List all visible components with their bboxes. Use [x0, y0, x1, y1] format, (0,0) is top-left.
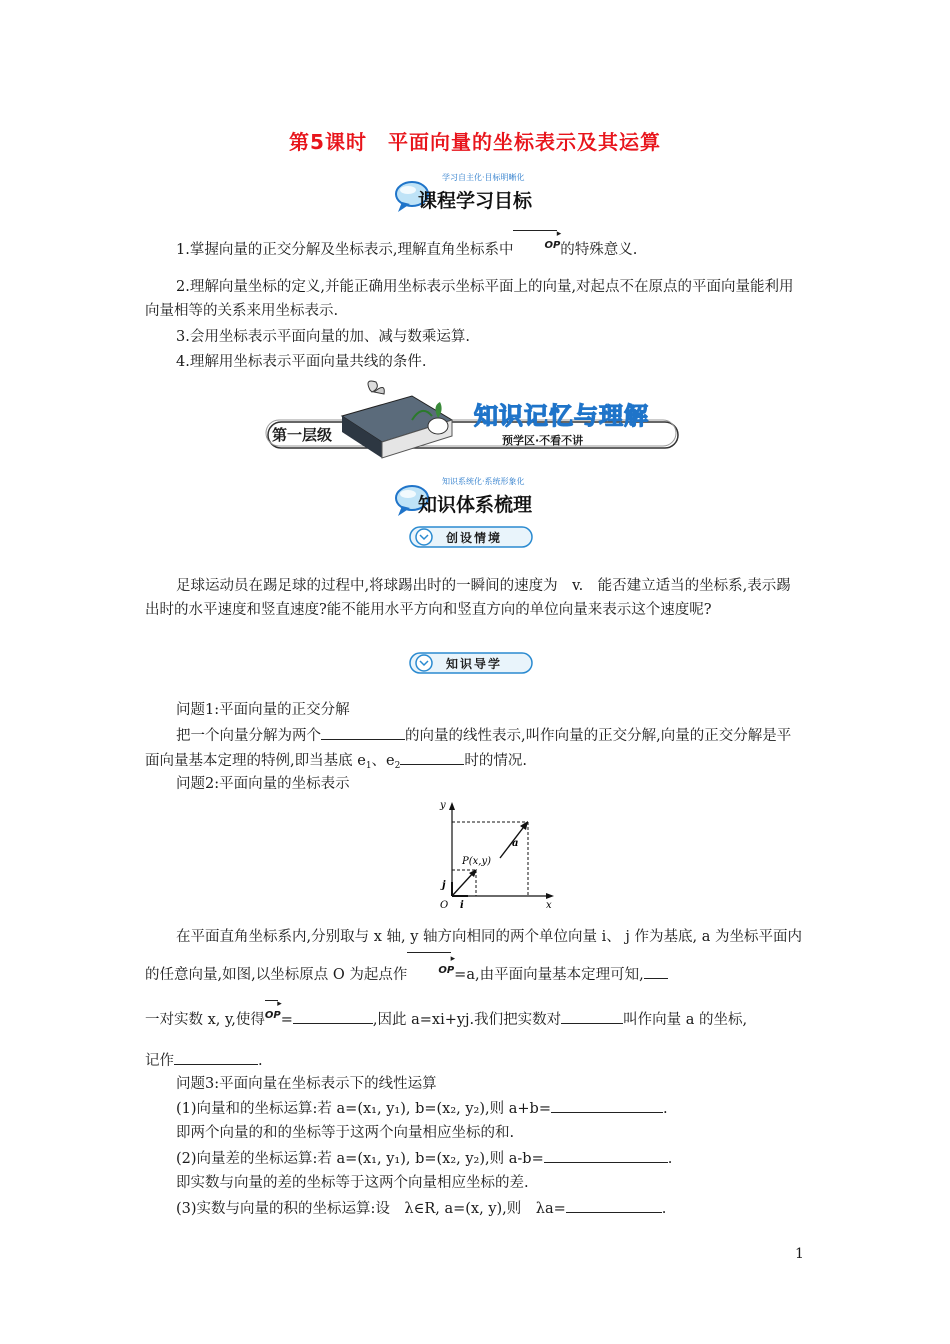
- q2-text-1a: 在平面直角坐标系内,分别取与 x 轴, y 轴方向相同的两个单位向量 i、 j 作为基底, a 为坐标平面内的任意向量,如图,以坐标原点 O 为起点作: [145, 929, 802, 983]
- q2-title: 问题2:平面向量的坐标表示: [176, 776, 350, 792]
- origin-label: O: [440, 900, 449, 911]
- q2-text-2b: =: [280, 1012, 293, 1028]
- q2-text-3b: .: [258, 1053, 263, 1069]
- q3-blank-3[interactable]: [566, 1196, 662, 1213]
- q3-period-2: .: [667, 1151, 673, 1167]
- goals-banner-title: 课程学习目标: [418, 190, 533, 212]
- q1-title: 问题1:平面向量的正交分解: [176, 702, 350, 718]
- q3-item-1: [145, 1096, 805, 1121]
- level-subtitle: 预学区·不看不讲: [502, 434, 584, 447]
- vector-op: OP ▸: [407, 952, 454, 986]
- q2-text-2d: 叫作向量 a 的坐标,: [623, 1012, 748, 1028]
- q2-blank-1[interactable]: [644, 962, 668, 979]
- goal-4: 4.理解用坐标表示平面向量共线的条件.: [176, 354, 427, 370]
- q3-text-1: (1)向量和的坐标运算:若 a=(x₁, y₁), b=(x₂, y₂),则 a+b=: [176, 1101, 551, 1117]
- goal-2: 2.理解向量坐标的定义,并能正确用坐标表示坐标平面上的向量,对起点不在原点的平面向量能利用向量相等的关系来用坐标表示.: [145, 279, 794, 319]
- q3-title: 问题3:平面向量在坐标表示下的线性运算: [176, 1076, 437, 1092]
- vector-op: OP ▸: [265, 1000, 281, 1028]
- scene-tag: [408, 524, 536, 550]
- unit-j-label: j: [442, 880, 446, 891]
- vector-a-label: a: [512, 838, 519, 849]
- goals-banner: [392, 170, 572, 216]
- q1-text-b: 的向量的线性表示,叫作向量的正交分解,向量的正交分解是平面向量基本定理的特例,即当基底 e: [145, 728, 792, 769]
- q2-paragraph-2: [145, 1000, 805, 1032]
- q3-item-1b: 即两个向量的和的坐标等于这两个向量相应坐标的和.: [176, 1125, 515, 1141]
- q1-text-a: 把一个向量分解为两个: [176, 728, 321, 744]
- level-title: 知识记忆与理解: [474, 402, 649, 430]
- goal-1-tail: 的特殊意义.: [560, 242, 638, 258]
- system-banner-subtitle: 知识系统化·系统形象化: [442, 477, 525, 486]
- q2-blank-4[interactable]: [174, 1048, 258, 1065]
- vector-op: OP ▸: [513, 230, 560, 258]
- point-p-label: P(x,y): [462, 856, 491, 867]
- x-axis-label: x: [546, 900, 552, 911]
- goal-3: 3.会用坐标表示平面向量的加、减与数乘运算.: [176, 329, 470, 345]
- q2-text-2a: 一对实数 x, y,使得: [145, 1012, 265, 1028]
- goal-1: [145, 230, 805, 262]
- q2-blank-2[interactable]: [293, 1007, 373, 1024]
- q2-text-2c: ,因此 a=xi+yj.我们把实数对: [372, 1012, 562, 1028]
- q1-text-d: 时的情况.: [464, 753, 527, 769]
- q3-blank-2[interactable]: [544, 1146, 668, 1163]
- q2-blank-3[interactable]: [561, 1007, 623, 1024]
- goals-banner-subtitle: 学习自主化·目标明晰化: [442, 173, 525, 182]
- level-banner: [262, 376, 684, 466]
- q2-paragraph-1: [145, 922, 805, 990]
- level-label: 第一层级: [272, 426, 333, 444]
- q3-period-3: .: [661, 1201, 667, 1217]
- system-banner-title: 知识体系梳理: [418, 494, 533, 516]
- page-title: 第5课时 平面向量的坐标表示及其运算: [289, 130, 661, 154]
- q2-paragraph-3: [145, 1048, 805, 1073]
- page-number: 1: [795, 1246, 804, 1262]
- q1-blank-2[interactable]: [400, 748, 464, 765]
- q1-blank-1[interactable]: [321, 723, 405, 740]
- q3-period-1: .: [662, 1101, 668, 1117]
- q3-item-2: [145, 1146, 805, 1171]
- q3-blank-1[interactable]: [551, 1096, 663, 1113]
- q3-text-2: (2)向量差的坐标运算:若 a=(x₁, y₁), b=(x₂, y₂),则 a-b=: [176, 1151, 544, 1167]
- coordinate-diagram: [432, 796, 562, 916]
- q1-text-c: 、e: [371, 753, 395, 769]
- q2-text-1b: =a,由平面向量基本定理可知,: [454, 967, 644, 983]
- q3-text-3: (3)实数与向量的积的坐标运算:设 λ∈R, a=(x, y),则 λa=: [176, 1201, 566, 1217]
- unit-i-label: i: [460, 900, 464, 911]
- scene-paragraph: 足球运动员在踢足球的过程中,将球踢出时的一瞬间的速度为 v. 能否建立适当的坐标系,表示踢出时的水平速度和竖直速度?能不能用水平方向和竖直方向的单位向量来表示这个速度呢?: [145, 578, 791, 618]
- q3-item-3: [145, 1196, 805, 1221]
- guide-tag: [408, 650, 536, 676]
- y-axis-label: y: [440, 800, 446, 811]
- scene-tag-label: 创设情境: [446, 531, 503, 545]
- q1-body: 把一个向量分解为两个 的向量的线性表示,叫作向量的正交分解,向量的正交分解是平面向量基本定理的特例,即当基底 $e_1$、$e_2$ 时的情况.: [145, 723, 805, 778]
- goal-1-text: 1.掌握向量的正交分解及坐标表示,理解直角坐标系中: [176, 242, 514, 258]
- system-banner: [392, 474, 572, 520]
- guide-tag-label: 知识导学: [446, 657, 503, 671]
- coordinate-graph: [432, 796, 562, 916]
- q2-text-3a: 记作: [145, 1053, 174, 1069]
- q3-item-2b: 即实数与向量的差的坐标等于这两个向量相应坐标的差.: [176, 1175, 529, 1191]
